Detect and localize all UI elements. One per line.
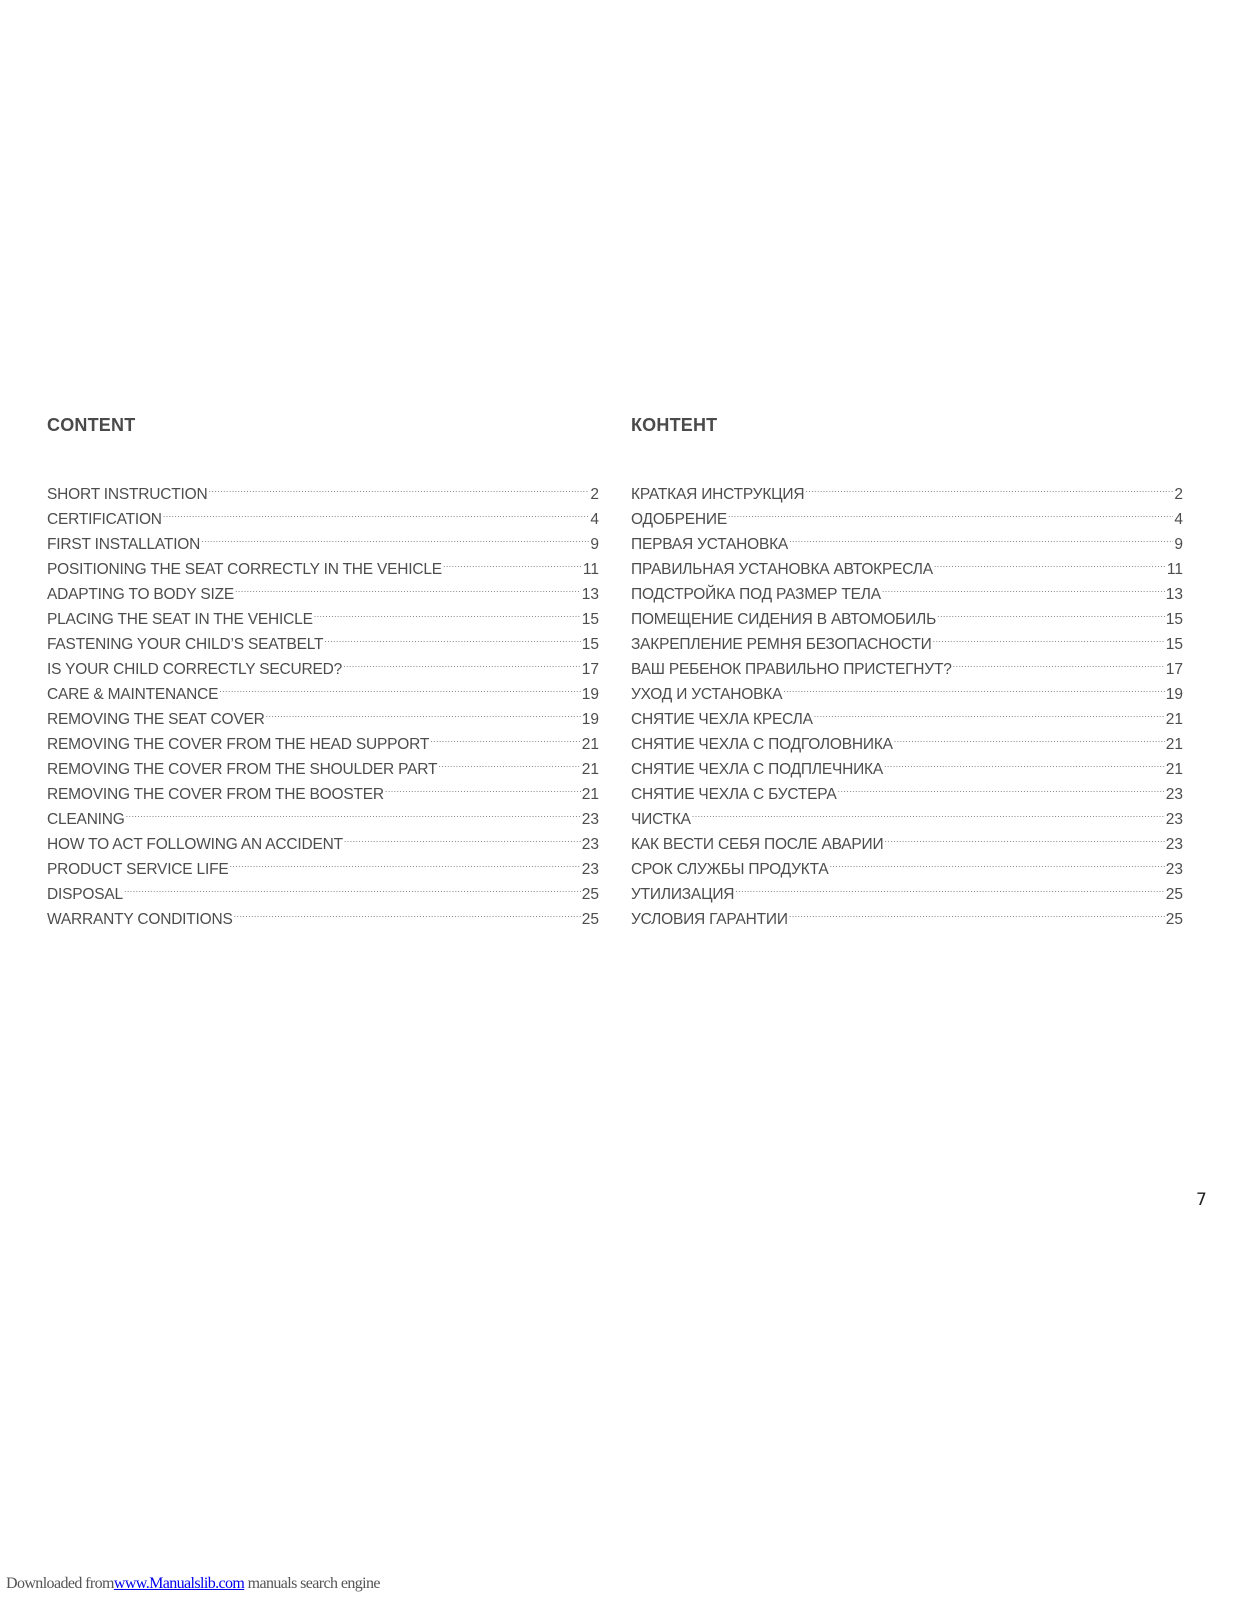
toc-entry-title: ПОДСТРОЙКА ПОД РАЗМЕР ТЕЛА bbox=[631, 586, 881, 603]
toc-dot-leader bbox=[124, 874, 581, 899]
toc-dot-leader bbox=[805, 474, 1173, 499]
toc-entry-page: 17 bbox=[1165, 661, 1183, 678]
toc-entry bbox=[47, 824, 599, 853]
toc-dot-leader bbox=[126, 799, 581, 824]
toc-entry-title: CLEANING bbox=[47, 811, 125, 828]
toc-entry-title: ОДОБРЕНИЕ bbox=[631, 511, 727, 528]
toc-entry-page: 2 bbox=[1174, 486, 1183, 503]
toc-entry-page: 19 bbox=[581, 686, 599, 703]
toc-entry-title: УХОД И УСТАНОВКА bbox=[631, 686, 783, 703]
toc-entry-page: 21 bbox=[1165, 711, 1183, 728]
toc-entry bbox=[631, 474, 1183, 503]
toc-dot-leader bbox=[783, 674, 1165, 699]
toc-dot-leader bbox=[324, 624, 580, 649]
toc-dot-leader bbox=[209, 474, 590, 499]
toc-entry-title: REMOVING THE SEAT COVER bbox=[47, 711, 265, 728]
toc-entry-page: 4 bbox=[590, 511, 599, 528]
toc-entry-page: 15 bbox=[1165, 611, 1183, 628]
toc-entry-title: IS YOUR CHILD CORRECTLY SECURED? bbox=[47, 661, 343, 678]
toc-dot-leader bbox=[728, 499, 1173, 524]
toc-dot-leader bbox=[343, 649, 581, 674]
toc-entry-title: УСЛОВИЯ ГАРАНТИИ bbox=[631, 911, 788, 928]
toc-dot-leader bbox=[934, 549, 1166, 574]
toc-entry-page: 25 bbox=[1165, 911, 1183, 928]
toc-entry-page: 23 bbox=[581, 836, 599, 853]
toc-entry bbox=[47, 874, 599, 903]
toc-entry-page: 19 bbox=[1165, 686, 1183, 703]
toc-dot-leader bbox=[882, 574, 1165, 599]
toc-entry-page: 21 bbox=[1165, 761, 1183, 778]
toc-entry-title: WARRANTY CONDITIONS bbox=[47, 911, 233, 928]
toc-entry-page: 4 bbox=[1174, 511, 1183, 528]
toc-entry bbox=[47, 474, 599, 503]
toc-entry bbox=[47, 899, 599, 928]
toc-entry-page: 25 bbox=[581, 911, 599, 928]
toc-entry-page: 2 bbox=[590, 486, 599, 503]
toc-entry-title: СРОК СЛУЖБЫ ПРОДУКТА bbox=[631, 861, 829, 878]
toc-entry-title: УТИЛИЗАЦИЯ bbox=[631, 886, 735, 903]
toc-entry-page: 15 bbox=[581, 611, 599, 628]
toc-entry-title: PLACING THE SEAT IN THE VEHICLE bbox=[47, 611, 313, 628]
toc-entry-page: 15 bbox=[581, 636, 599, 653]
toc-entry-title: КРАТКАЯ ИНСТРУКЦИЯ bbox=[631, 486, 805, 503]
toc-entry-title: PRODUCT SERVICE LIFE bbox=[47, 861, 229, 878]
toc-entry-page: 13 bbox=[1165, 586, 1183, 603]
toc-dot-leader bbox=[314, 599, 581, 624]
toc-entry-title: ЗАКРЕПЛЕНИЕ РЕМНЯ БЕЗОПАСНОСТИ bbox=[631, 636, 932, 653]
toc-entry-page: 13 bbox=[581, 586, 599, 603]
toc-entry-title: POSITIONING THE SEAT CORRECTLY IN THE VEHICLE bbox=[47, 561, 442, 578]
toc-heading-english: CONTENT bbox=[47, 415, 136, 435]
toc-entry-title: FASTENING YOUR CHILD’S SEATBELT bbox=[47, 636, 324, 653]
toc-entry-title: СНЯТИЕ ЧЕХЛА С ПОДПЛЕЧНИКА bbox=[631, 761, 883, 778]
toc-dot-leader bbox=[735, 874, 1164, 899]
toc-dot-leader bbox=[789, 524, 1173, 549]
toc-entry-page: 15 bbox=[1165, 636, 1183, 653]
toc-entry-title: DISPOSAL bbox=[47, 886, 123, 903]
toc-dot-leader bbox=[385, 774, 581, 799]
toc-entry-page: 19 bbox=[581, 711, 599, 728]
toc-entry-title: CERTIFICATION bbox=[47, 511, 162, 528]
toc-entry-title: ПОМЕЩЕНИЕ СИДЕНИЯ В АВТОМОБИЛЬ bbox=[631, 611, 937, 628]
toc-entry-title: REMOVING THE COVER FROM THE BOOSTER bbox=[47, 786, 384, 803]
toc-english bbox=[47, 414, 599, 928]
toc-dot-leader bbox=[789, 899, 1165, 924]
toc-entry-page: 21 bbox=[581, 736, 599, 753]
footer-suffix: manuals search engine bbox=[247, 1575, 380, 1592]
toc-entry-title: ПРАВИЛЬНАЯ УСТАНОВКА АВТОКРЕСЛА bbox=[631, 561, 933, 578]
toc-entry-title: ADAPTING TO BODY SIZE bbox=[47, 586, 235, 603]
toc-entry-page: 21 bbox=[581, 786, 599, 803]
toc-dot-leader bbox=[884, 824, 1164, 849]
toc-entry-page: 17 bbox=[581, 661, 599, 678]
toc-entry-title: ВАШ РЕБЕНОК ПРАВИЛЬНО ПРИСТЕГНУТ? bbox=[631, 661, 952, 678]
toc-heading-russian: КОНТЕНТ bbox=[631, 415, 718, 435]
toc-entry-title: ЧИСТКА bbox=[631, 811, 691, 828]
toc-entry-page: 9 bbox=[1174, 536, 1183, 553]
toc-dot-leader bbox=[692, 799, 1165, 824]
footer-prefix: Downloaded from bbox=[6, 1575, 114, 1592]
page-number: 7 bbox=[1196, 1190, 1207, 1210]
toc-dot-leader bbox=[229, 849, 580, 874]
toc-dot-leader bbox=[933, 624, 1165, 649]
toc-entry-title: SHORT INSTRUCTION bbox=[47, 486, 208, 503]
toc-entry-page: 23 bbox=[581, 811, 599, 828]
toc-entry-title: ПЕРВАЯ УСТАНОВКА bbox=[631, 536, 789, 553]
toc-entry-title: HOW TO ACT FOLLOWING AN ACCIDENT bbox=[47, 836, 343, 853]
toc-entry-page: 23 bbox=[581, 861, 599, 878]
toc-list-english bbox=[47, 474, 599, 928]
manualslib-link[interactable]: www.Manualslib.com bbox=[113, 1575, 245, 1592]
toc-dot-leader bbox=[438, 749, 580, 774]
toc-dot-leader bbox=[894, 724, 1165, 749]
toc-dot-leader bbox=[838, 774, 1165, 799]
toc-entry-page: 25 bbox=[1165, 886, 1183, 903]
toc-entry-page: 23 bbox=[1165, 786, 1183, 803]
toc-entry bbox=[631, 824, 1183, 853]
toc-entry-page: 23 bbox=[1165, 861, 1183, 878]
toc-entry-page: 11 bbox=[1166, 561, 1183, 578]
toc-dot-leader bbox=[266, 699, 581, 724]
toc-dot-leader bbox=[201, 524, 589, 549]
toc-dot-leader bbox=[884, 749, 1165, 774]
toc-entry-title: FIRST INSTALLATION bbox=[47, 536, 201, 553]
toc-dot-leader bbox=[443, 549, 582, 574]
toc-dot-leader bbox=[344, 824, 581, 849]
toc-entry-page: 25 bbox=[581, 886, 599, 903]
toc-dot-leader bbox=[235, 574, 581, 599]
toc-entry-page: 23 bbox=[1165, 836, 1183, 853]
toc-entry-title: CARE & MAINTENANCE bbox=[47, 686, 219, 703]
toc-entry-page: 21 bbox=[581, 761, 599, 778]
toc-entry bbox=[47, 799, 599, 828]
toc-entry-title: СНЯТИЕ ЧЕХЛА С БУСТЕРА bbox=[631, 786, 837, 803]
toc-dot-leader bbox=[830, 849, 1165, 874]
toc-entry bbox=[631, 799, 1183, 828]
toc-dot-leader bbox=[937, 599, 1165, 624]
toc-dot-leader bbox=[234, 899, 581, 924]
toc-entry-title: СНЯТИЕ ЧЕХЛА КРЕСЛА bbox=[631, 711, 813, 728]
toc-entry-title: СНЯТИЕ ЧЕХЛА С ПОДГОЛОВНИКА bbox=[631, 736, 893, 753]
toc-entry-page: 23 bbox=[1165, 811, 1183, 828]
toc-list-russian bbox=[631, 474, 1183, 928]
toc-dot-leader bbox=[219, 674, 581, 699]
toc-entry-page: 11 bbox=[582, 561, 599, 578]
toc-entry-page: 9 bbox=[590, 536, 599, 553]
toc-entry-title: REMOVING THE COVER FROM THE HEAD SUPPORT bbox=[47, 736, 430, 753]
toc-dot-leader bbox=[953, 649, 1165, 674]
toc-dot-leader bbox=[163, 499, 590, 524]
toc-entry-page: 21 bbox=[1165, 736, 1183, 753]
download-footer bbox=[6, 1575, 380, 1593]
toc-entry-title: КАК ВЕСТИ СЕБЯ ПОСЛЕ АВАРИИ bbox=[631, 836, 884, 853]
toc-entry-title: REMOVING THE COVER FROM THE SHOULDER PART bbox=[47, 761, 438, 778]
toc-dot-leader bbox=[814, 699, 1165, 724]
toc-dot-leader bbox=[430, 724, 581, 749]
toc-russian bbox=[631, 414, 1183, 928]
